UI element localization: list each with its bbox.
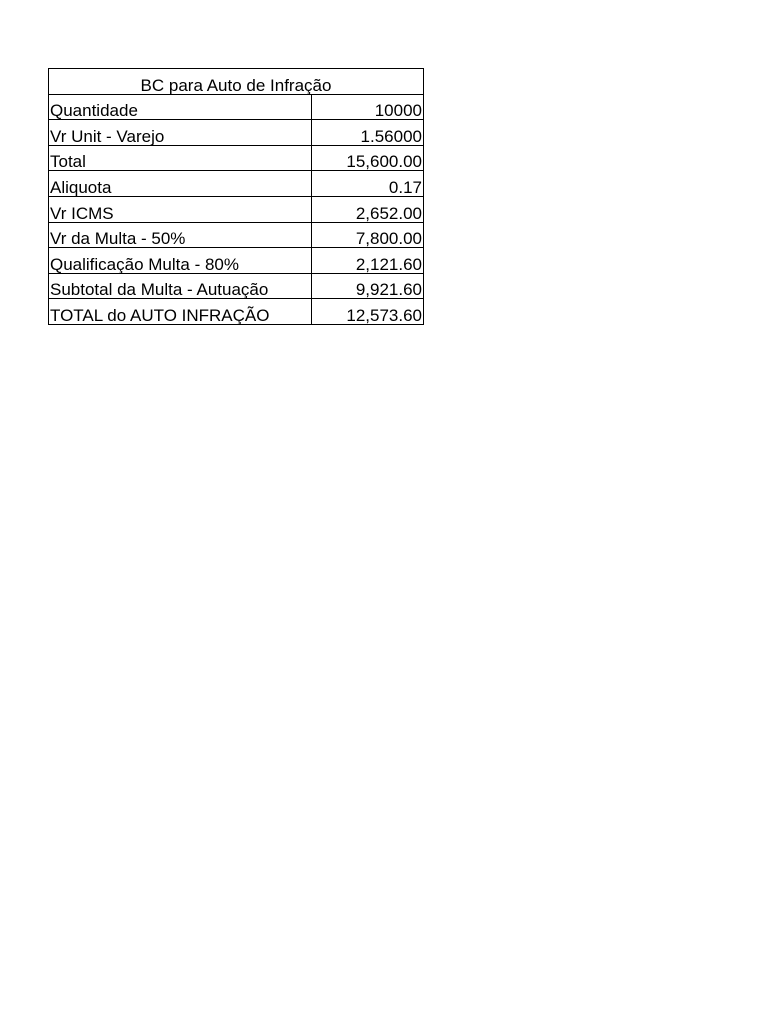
row-label: Aliquota	[49, 171, 312, 197]
row-total	[49, 145, 424, 171]
row-quantidade	[49, 94, 424, 120]
row-label: Qualificação Multa - 80%	[49, 248, 312, 274]
row-value: 2,652.00	[312, 196, 424, 222]
table-title: BC para Auto de Infração	[49, 69, 424, 95]
row-vr-multa	[49, 222, 424, 248]
row-value: 2,121.60	[312, 248, 424, 274]
row-vr-icms	[49, 196, 424, 222]
row-label: Subtotal da Multa - Autuação	[49, 273, 312, 299]
row-label: Vr da Multa - 50%	[49, 222, 312, 248]
row-value: 12,573.60	[312, 299, 424, 325]
row-label: TOTAL do AUTO INFRAÇÃO	[49, 299, 312, 325]
row-value: 15,600.00	[312, 145, 424, 171]
calculation-table	[48, 68, 424, 325]
row-label: Vr ICMS	[49, 196, 312, 222]
row-label: Quantidade	[49, 94, 312, 120]
row-value: 7,800.00	[312, 222, 424, 248]
row-value: 10000	[312, 94, 424, 120]
row-label: Vr Unit - Varejo	[49, 120, 312, 146]
row-total-auto	[49, 299, 424, 325]
row-vr-unit	[49, 120, 424, 146]
row-subtotal-multa	[49, 273, 424, 299]
row-value: 9,921.60	[312, 273, 424, 299]
title-row	[49, 69, 424, 95]
row-qualificacao-multa	[49, 248, 424, 274]
row-value: 0.17	[312, 171, 424, 197]
row-label: Total	[49, 145, 312, 171]
row-aliquota	[49, 171, 424, 197]
row-value: 1.56000	[312, 120, 424, 146]
